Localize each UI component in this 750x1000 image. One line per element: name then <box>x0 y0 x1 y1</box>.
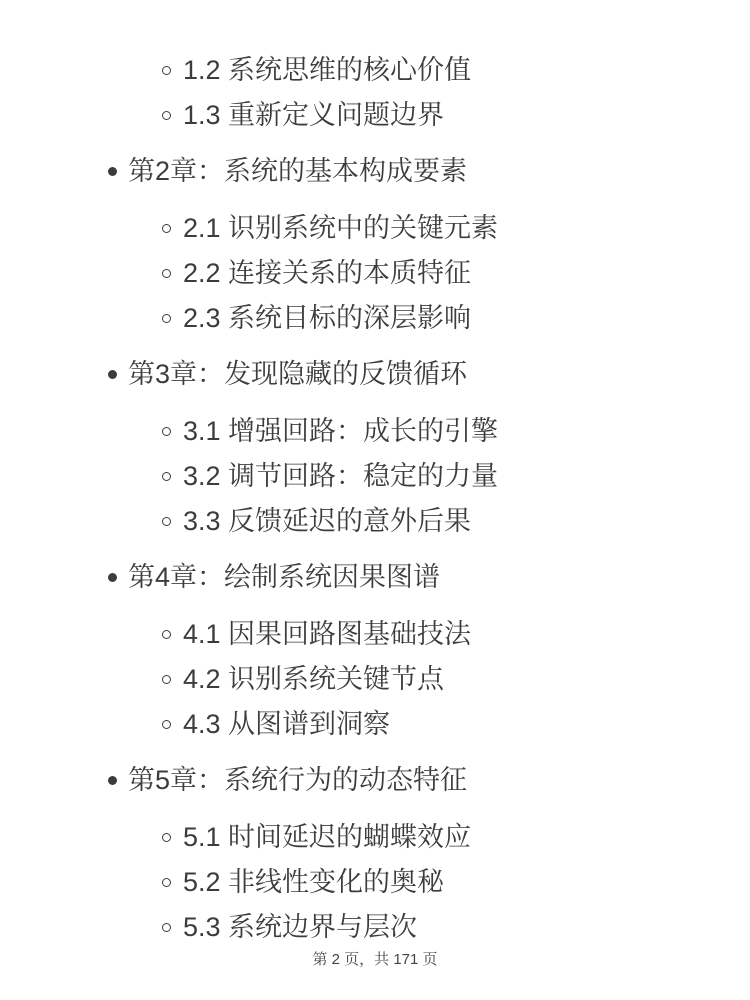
open-bullet-icon <box>162 427 171 436</box>
toc-subitem-label: 1.2 系统思维的核心价值 <box>183 55 472 85</box>
toc-subitem <box>0 499 750 544</box>
open-bullet-icon <box>162 224 171 233</box>
toc-subitem <box>0 93 750 138</box>
open-bullet-icon <box>162 630 171 639</box>
toc-subitem <box>0 860 750 905</box>
toc-subitem-label: 2.1 识别系统中的关键元素 <box>183 213 499 243</box>
toc-subitem-label: 5.3 系统边界与层次 <box>183 912 418 942</box>
toc-subitem-label: 3.3 反馈延迟的意外后果 <box>183 506 472 536</box>
toc-subitem-label: 5.1 时间延迟的蝴蝶效应 <box>183 822 472 852</box>
toc-chapter <box>0 352 750 397</box>
toc-subitem <box>0 296 750 341</box>
toc-subitem-label: 4.2 识别系统关键节点 <box>183 664 445 694</box>
page-number-text: 第 2 页，共 171 页 <box>312 951 438 968</box>
toc-subitem <box>0 206 750 251</box>
toc-subitem-label: 2.3 系统目标的深层影响 <box>183 303 472 333</box>
filled-bullet-icon <box>108 776 117 785</box>
open-bullet-icon <box>162 878 171 887</box>
open-bullet-icon <box>162 833 171 842</box>
toc-subitem <box>0 409 750 454</box>
toc-chapter-label: 第3章：发现隐藏的反馈循环 <box>128 359 468 389</box>
toc-subitem-label: 3.1 增强回路：成长的引擎 <box>183 416 499 446</box>
open-bullet-icon <box>162 111 171 120</box>
page-footer <box>0 950 750 970</box>
filled-bullet-icon <box>108 167 117 176</box>
toc-chapter-label: 第2章：系统的基本构成要素 <box>128 156 468 186</box>
toc-subitem <box>0 454 750 499</box>
toc-subitem <box>0 905 750 950</box>
open-bullet-icon <box>162 675 171 684</box>
open-bullet-icon <box>162 314 171 323</box>
toc-chapter <box>0 555 750 600</box>
toc-subitem-label: 1.3 重新定义问题边界 <box>183 100 445 130</box>
toc-subitem-label: 5.2 非线性变化的奥秘 <box>183 867 445 897</box>
open-bullet-icon <box>162 923 171 932</box>
open-bullet-icon <box>162 472 171 481</box>
toc-subitem <box>0 702 750 747</box>
toc-chapter-label: 第4章：绘制系统因果图谱 <box>128 562 441 592</box>
toc-subitem <box>0 251 750 296</box>
toc-subitem-label: 2.2 连接关系的本质特征 <box>183 258 472 288</box>
toc-subitem <box>0 612 750 657</box>
toc-subitem <box>0 815 750 860</box>
toc-subitem-label: 3.2 调节回路：稳定的力量 <box>183 461 499 491</box>
toc-chapter <box>0 149 750 194</box>
open-bullet-icon <box>162 66 171 75</box>
toc-subitem-label: 4.1 因果回路图基础技法 <box>183 619 472 649</box>
filled-bullet-icon <box>108 573 117 582</box>
toc-chapter-label: 第5章：系统行为的动态特征 <box>128 765 468 795</box>
toc-chapter <box>0 758 750 803</box>
toc-subitem <box>0 48 750 93</box>
filled-bullet-icon <box>108 370 117 379</box>
open-bullet-icon <box>162 720 171 729</box>
toc-subitem-label: 4.3 从图谱到洞察 <box>183 709 391 739</box>
open-bullet-icon <box>162 517 171 526</box>
open-bullet-icon <box>162 269 171 278</box>
toc-subitem <box>0 657 750 702</box>
